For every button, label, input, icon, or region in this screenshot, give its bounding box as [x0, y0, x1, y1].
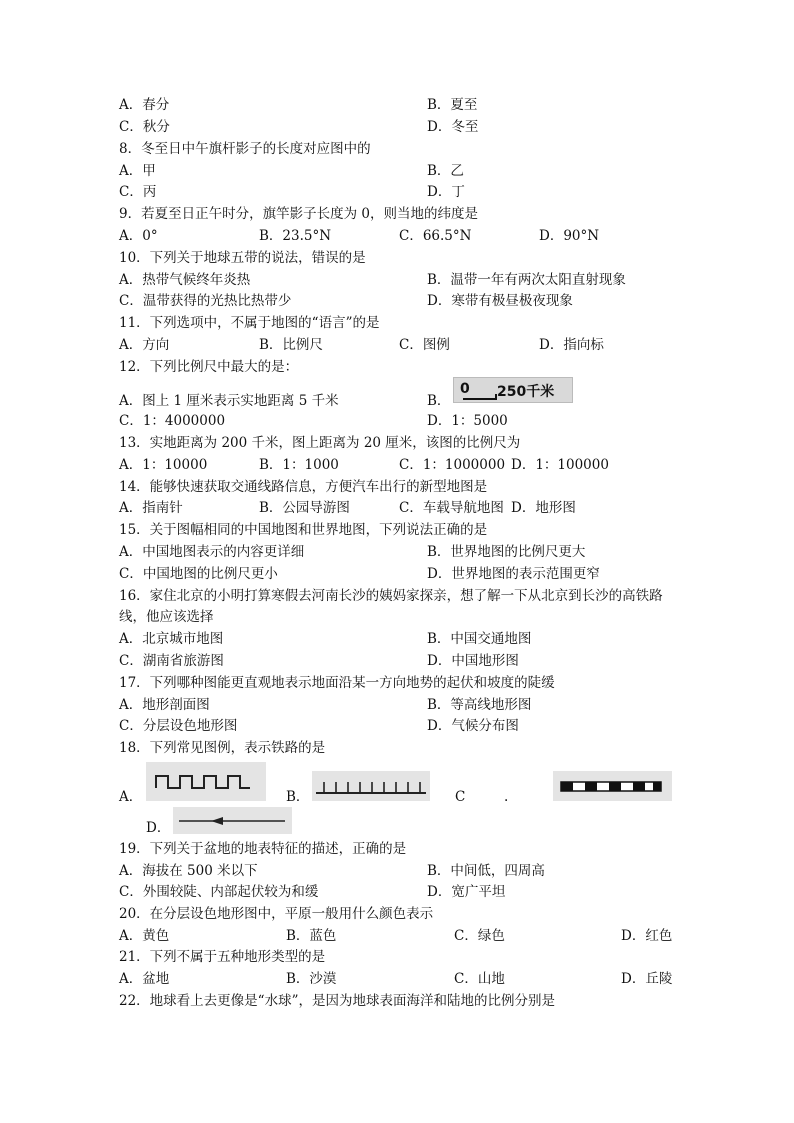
- wall-symbol-icon: [146, 762, 266, 801]
- q18-stem: 18．下列常见图例，表示铁路的是: [119, 740, 326, 756]
- q17-stem: 17．下列哪种图能更直观地表示地面沿某一方向地势的起伏和坡度的陡缓: [119, 675, 555, 691]
- q10-option-b: B．温带一年有两次太阳直射现象: [427, 272, 626, 288]
- q20-option-c: C．绿色: [454, 928, 505, 944]
- q21-option-d: D．丘陵: [621, 971, 673, 987]
- railway-symbol-icon: [553, 771, 672, 801]
- q14-option-a: A．指南针: [119, 500, 183, 516]
- q11-option-d: D．指向标: [539, 337, 604, 353]
- q9-option-b: B．23.5°N: [259, 228, 332, 244]
- scale-bar-line: [454, 378, 574, 404]
- cliff-symbol-icon: [312, 771, 430, 801]
- q13-stem: 13．实地距离为 200 千米，图上距离为 20 厘米，该图的比例尺为: [119, 435, 521, 451]
- q20-option-d: D．红色: [621, 928, 673, 944]
- scale-bar-zero: 0: [460, 381, 470, 397]
- q11-option-a: A．方向: [119, 337, 170, 353]
- q21-option-c: C．山地: [454, 971, 505, 987]
- q12-option-a: A．图上 1 厘米表示实地距离 5 千米: [119, 393, 339, 409]
- q20-stem: 20．在分层设色地形图中，平原一般用什么颜色表示: [119, 906, 434, 922]
- q11-option-b: B．比例尺: [259, 337, 323, 353]
- q13-option-b: B．1：1000: [259, 457, 339, 473]
- q16-option-b: B．中国交通地图: [427, 631, 532, 647]
- q10-stem: 10．下列关于地球五带的说法，错误的是: [119, 250, 366, 266]
- q14-option-d: D．地形图: [511, 500, 576, 516]
- q13-option-d: D．1：100000: [511, 457, 609, 473]
- q19-option-b: B．中间低，四周高: [427, 863, 545, 879]
- q16-option-c: C．湖南省旅游图: [119, 653, 224, 669]
- q13-option-a: A．1：10000: [119, 457, 208, 473]
- q15-option-b: B．世界地图的比例尺更大: [427, 544, 586, 560]
- q7-option-b: B．夏至: [427, 97, 478, 113]
- q19-stem: 19．下列关于盆地的地表特征的描述，正确的是: [119, 841, 407, 857]
- q14-stem: 14．能够快速获取交通线路信息，方便汽车出行的新型地图是: [119, 479, 488, 495]
- legend-option-d-image: [173, 807, 292, 834]
- q18-option-b-label: B．: [286, 789, 310, 805]
- q8-option-b: B．乙: [427, 163, 464, 179]
- q7-option-a: A．春分: [119, 97, 170, 113]
- q10-option-d: D．寒带有极昼极夜现象: [427, 293, 573, 309]
- q8-option-a: A．甲: [119, 163, 156, 179]
- q21-stem: 21．下列不属于五种地形类型的是: [119, 949, 326, 965]
- q15-stem: 15．关于图幅相同的中国地图和世界地图，下列说法正确的是: [119, 522, 488, 538]
- q9-stem: 9．若夏至日正午时分，旗竿影子长度为 0，则当地的纬度是: [119, 206, 478, 222]
- q18-option-c-label: C: [455, 789, 466, 805]
- q7-option-d: D．冬至: [427, 119, 479, 135]
- q9-option-d: D．90°N: [539, 228, 600, 244]
- q14-option-c: C．车载导航地图: [399, 500, 504, 516]
- q16-stem-line1: 16．家住北京的小明打算寒假去河南长沙的姨妈家探亲，想了解一下从北京到长沙的高铁路: [119, 588, 663, 604]
- q11-option-c: C．图例: [399, 337, 450, 353]
- q7-option-c: C．秋分: [119, 119, 170, 135]
- q8-stem: 8．冬至日中午旗杆影子的长度对应图中的: [119, 141, 371, 157]
- q18-option-c-dot: .: [504, 789, 509, 805]
- q21-option-b: B．沙漠: [286, 971, 337, 987]
- q12-stem: 12．下列比例尺中最大的是：: [119, 359, 299, 375]
- q8-option-c: C．丙: [119, 184, 157, 200]
- q19-option-c: C．外围较陡、内部起伏较为和缓: [119, 884, 319, 900]
- q12-option-c: C．1：4000000: [119, 413, 226, 429]
- q16-option-a: A．北京城市地图: [119, 631, 224, 647]
- q17-option-b: B．等高线地形图: [427, 697, 532, 713]
- legend-option-a-image: [146, 762, 266, 801]
- q18-option-a-label: A．: [119, 789, 143, 805]
- q11-stem: 11．下列选项中，不属于地图的“语言”的是: [119, 315, 380, 331]
- q17-option-d: D．气候分布图: [427, 718, 519, 734]
- q15-option-a: A．中国地图表示的内容更详细: [119, 544, 305, 560]
- legend-option-c-image: [553, 771, 672, 801]
- q20-option-a: A．黄色: [119, 928, 170, 944]
- q17-option-a: A．地形剖面图: [119, 697, 210, 713]
- river-flow-symbol-icon: [173, 807, 292, 834]
- q22-stem: 22．地球看上去更像是“水球”，是因为地球表面海洋和陆地的比例分别是: [119, 993, 555, 1009]
- q9-option-a: A．0°: [119, 228, 158, 244]
- q19-option-a: A．海拔在 500 米以下: [119, 863, 258, 879]
- q10-option-a: A．热带气候终年炎热: [119, 272, 251, 288]
- q17-option-c: C．分层设色地形图: [119, 718, 238, 734]
- q12-option-d: D．1：5000: [427, 413, 508, 429]
- q10-option-c: C．温带获得的光热比热带少: [119, 293, 292, 309]
- q21-option-a: A．盆地: [119, 971, 170, 987]
- q16-option-d: D．中国地形图: [427, 653, 519, 669]
- q19-option-d: D．宽广平坦: [427, 884, 506, 900]
- q12-option-b: B．: [427, 393, 451, 409]
- scale-bar-image: [453, 377, 573, 403]
- q9-option-c: C．66.5°N: [399, 228, 472, 244]
- q15-option-d: D．世界地图的表示范围更窄: [427, 566, 600, 582]
- q8-option-d: D．丁: [427, 184, 465, 200]
- legend-option-b-image: [312, 771, 430, 801]
- q14-option-b: B．公园导游图: [259, 500, 350, 516]
- q18-option-d-label: D．: [146, 820, 171, 836]
- q13-option-c: C．1：1000000: [399, 457, 506, 473]
- q20-option-b: B．蓝色: [286, 928, 337, 944]
- q15-option-c: C．中国地图的比例尺更小: [119, 566, 278, 582]
- scale-bar-value: 250千米: [497, 384, 555, 400]
- q16-stem-line2: 线，他应该选择: [119, 609, 214, 625]
